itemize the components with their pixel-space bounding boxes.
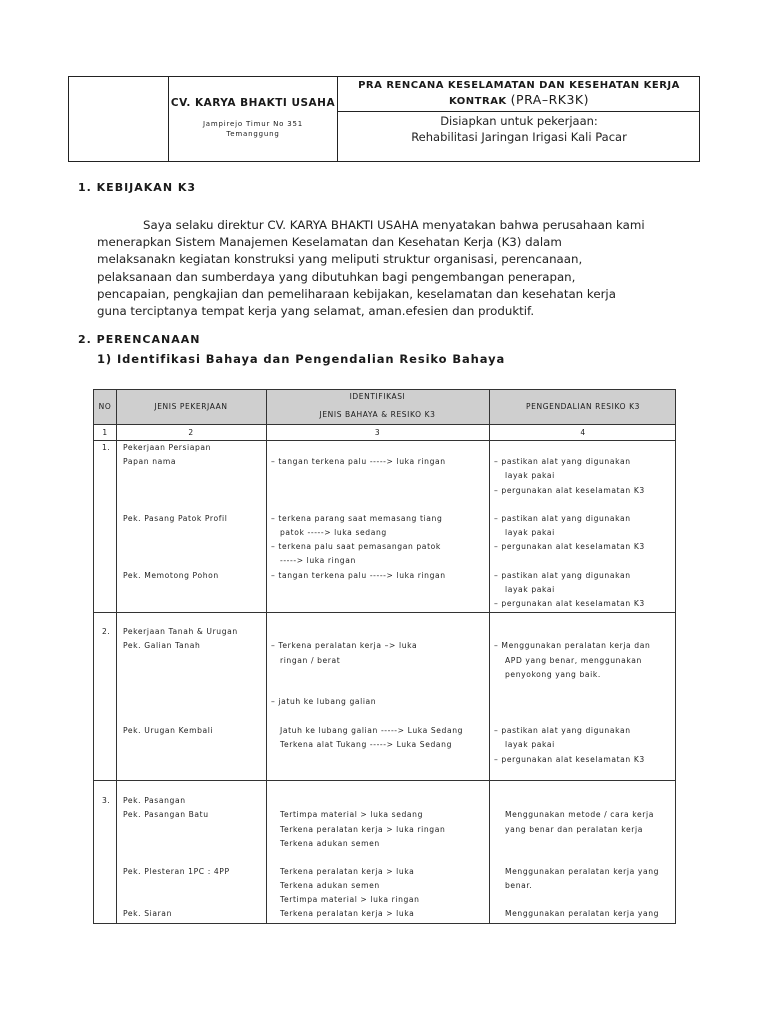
paragraph-line: pelaksanaan dan sumberdaya yang dibutuhkan bagi pengembangan penerapan, <box>97 269 576 284</box>
col-number: 4 <box>580 428 586 437</box>
control-text: layak pakai <box>505 471 555 480</box>
col-header-no: NO <box>98 402 112 411</box>
hazard-table <box>93 389 676 924</box>
control-text: APD yang benar, menggunakan <box>505 656 642 665</box>
hazard-text: – terkena parang saat memasang tiang <box>271 514 443 523</box>
hazard-text: Tertimpa material > luka ringan <box>280 895 420 904</box>
address-line: Temanggung <box>226 130 280 138</box>
sub-heading: 1) Identifikasi Bahaya dan Pengendalian Resiko Bahaya <box>97 352 506 366</box>
work-item: Pek. Pasangan Batu <box>123 810 209 819</box>
control-text: – pastikan alat yang digunakan <box>494 457 631 466</box>
company-address <box>169 119 337 139</box>
title-code: (PRA–RK3K) <box>510 92 589 107</box>
paragraph-line: guna terciptanya tempat kerja yang selamat, aman.efesien dan produktif. <box>97 304 535 319</box>
control-text: – pastikan alat yang digunakan <box>494 726 631 735</box>
section-heading: 1. KEBIJAKAN K3 <box>78 181 197 194</box>
control-text: – pastikan alat yang digunakan <box>494 571 631 580</box>
control-text: Menggunakan peralatan kerja yang <box>505 867 660 876</box>
control-text: – pergunakan alat keselamatan K3 <box>494 486 645 495</box>
table-column-line <box>266 390 267 923</box>
row-number: 3. <box>102 796 111 805</box>
work-group: Pekerjaan Persiapan <box>123 443 212 452</box>
control-text: benar. <box>505 881 533 890</box>
hazard-text: Terkena peralatan kerja > luka ringan <box>280 825 446 834</box>
hazard-text: Jatuh ke lubang galian -----> Luka Sedang <box>280 726 464 735</box>
paragraph-line: menerapkan Sistem Manajemen Keselamatan dan Kesehatan Kerja (K3) dalam <box>97 235 562 250</box>
work-item: Pek. Siaran <box>123 909 172 918</box>
hazard-text: Tertimpa material > luka sedang <box>280 810 423 819</box>
work-item: Pek. Urugan Kembali <box>123 726 214 735</box>
title-line: PRA RENCANA KESELAMATAN DAN KESEHATAN KERJA <box>358 80 680 91</box>
control-text: – pergunakan alat keselamatan K3 <box>494 599 645 608</box>
address-line: Jampirejo Timur No 351 <box>202 120 304 128</box>
table-row-line <box>94 612 675 613</box>
prepared-for <box>338 113 700 145</box>
table-column-line <box>489 390 490 923</box>
col-number: 3 <box>374 428 381 437</box>
control-text: layak pakai <box>505 740 555 749</box>
control-text: – pergunakan alat keselamatan K3 <box>494 755 645 764</box>
control-text: layak pakai <box>505 585 555 594</box>
title-kontrak: KONTRAK <box>449 96 511 107</box>
table-row-line <box>94 780 675 781</box>
col-header-jenis: JENIS PEKERJAAN <box>154 402 228 411</box>
hazard-text: Terkena adukan semen <box>280 881 380 890</box>
hazard-text: – tangan terkena palu -----> luka ringan <box>271 457 446 466</box>
work-group: Pekerjaan Tanah & Urugan <box>123 627 238 636</box>
work-item: Pek. Plesteran 1PC : 4PP <box>123 867 230 876</box>
control-text: Menggunakan metode / cara kerja <box>505 810 654 819</box>
control-text: – pastikan alat yang digunakan <box>494 514 631 523</box>
hazard-text: Terkena alat Tukang -----> Luka Sedang <box>280 740 453 749</box>
prepared-label: Disiapkan untuk pekerjaan: <box>440 114 598 128</box>
section-heading: 2. PERENCANAAN <box>78 333 201 346</box>
control-text: – pergunakan alat keselamatan K3 <box>494 542 645 551</box>
header-divider <box>337 111 699 112</box>
hazard-text: ringan / berat <box>280 656 341 665</box>
col-number: 2 <box>188 428 194 437</box>
work-item: Pek. Memotong Pohon <box>123 571 219 580</box>
hazard-text: – terkena palu saat pemasangan patok <box>271 542 441 551</box>
control-text: Menggunakan peralatan kerja yang <box>505 909 660 918</box>
control-text: layak pakai <box>505 528 555 537</box>
hazard-text: Terkena peralatan kerja > luka <box>280 909 415 918</box>
row-number: 1. <box>102 443 111 452</box>
control-text: yang benar dan peralatan kerja <box>505 825 643 834</box>
col-header-pengendalian: PENGENDALIAN RESIKO K3 <box>526 402 640 411</box>
work-item: Pek. Pasang Patok Profil <box>123 514 228 523</box>
hazard-text: – jatuh ke lubang galian <box>271 697 377 706</box>
col-header-identifikasi: JENIS BAHAYA & RESIKO K3 <box>319 410 436 419</box>
paragraph-line: melaksanakn kegiatan konstruksi yang meliputi struktur organisasi, perencanaan, <box>97 252 583 267</box>
row-number: 2. <box>102 627 111 636</box>
company-name: CV. KARYA BHAKTI USAHA <box>170 97 336 109</box>
hazard-text: Terkena adukan semen <box>280 839 380 848</box>
col-header-identifikasi: IDENTIFIKASI <box>349 392 406 401</box>
hazard-text: Terkena peralatan kerja > luka <box>280 867 415 876</box>
project-name: Rehabilitasi Jaringan Irigasi Kali Pacar <box>411 130 627 144</box>
document-title <box>338 79 700 109</box>
col-number: 1 <box>102 428 108 437</box>
paragraph-line: pencapaian, pengkajian dan pemeliharaan kebijakan, keselamatan dan kesehatan kerja <box>97 286 616 301</box>
control-text: – Menggunakan peralatan kerja dan <box>494 641 651 650</box>
hazard-text: patok -----> luka sedang <box>280 528 387 537</box>
table-column-line <box>116 390 117 923</box>
title-line <box>338 93 700 109</box>
work-group: Pek. Pasangan <box>123 796 186 805</box>
hazard-text: -----> luka ringan <box>280 556 356 565</box>
hazard-text: – Terkena peralatan kerja –> luka <box>271 641 418 650</box>
work-item: Papan nama <box>123 457 177 466</box>
control-text: penyokong yang baik. <box>505 670 601 679</box>
paragraph-line: Saya selaku direktur CV. KARYA BHAKTI USAHA menyatakan bahwa perusahaan kami <box>143 218 645 232</box>
policy-paragraph <box>97 217 697 320</box>
header-box <box>68 76 700 162</box>
work-item: Pek. Galian Tanah <box>123 641 201 650</box>
hazard-text: – tangan terkena palu -----> luka ringan <box>271 571 446 580</box>
